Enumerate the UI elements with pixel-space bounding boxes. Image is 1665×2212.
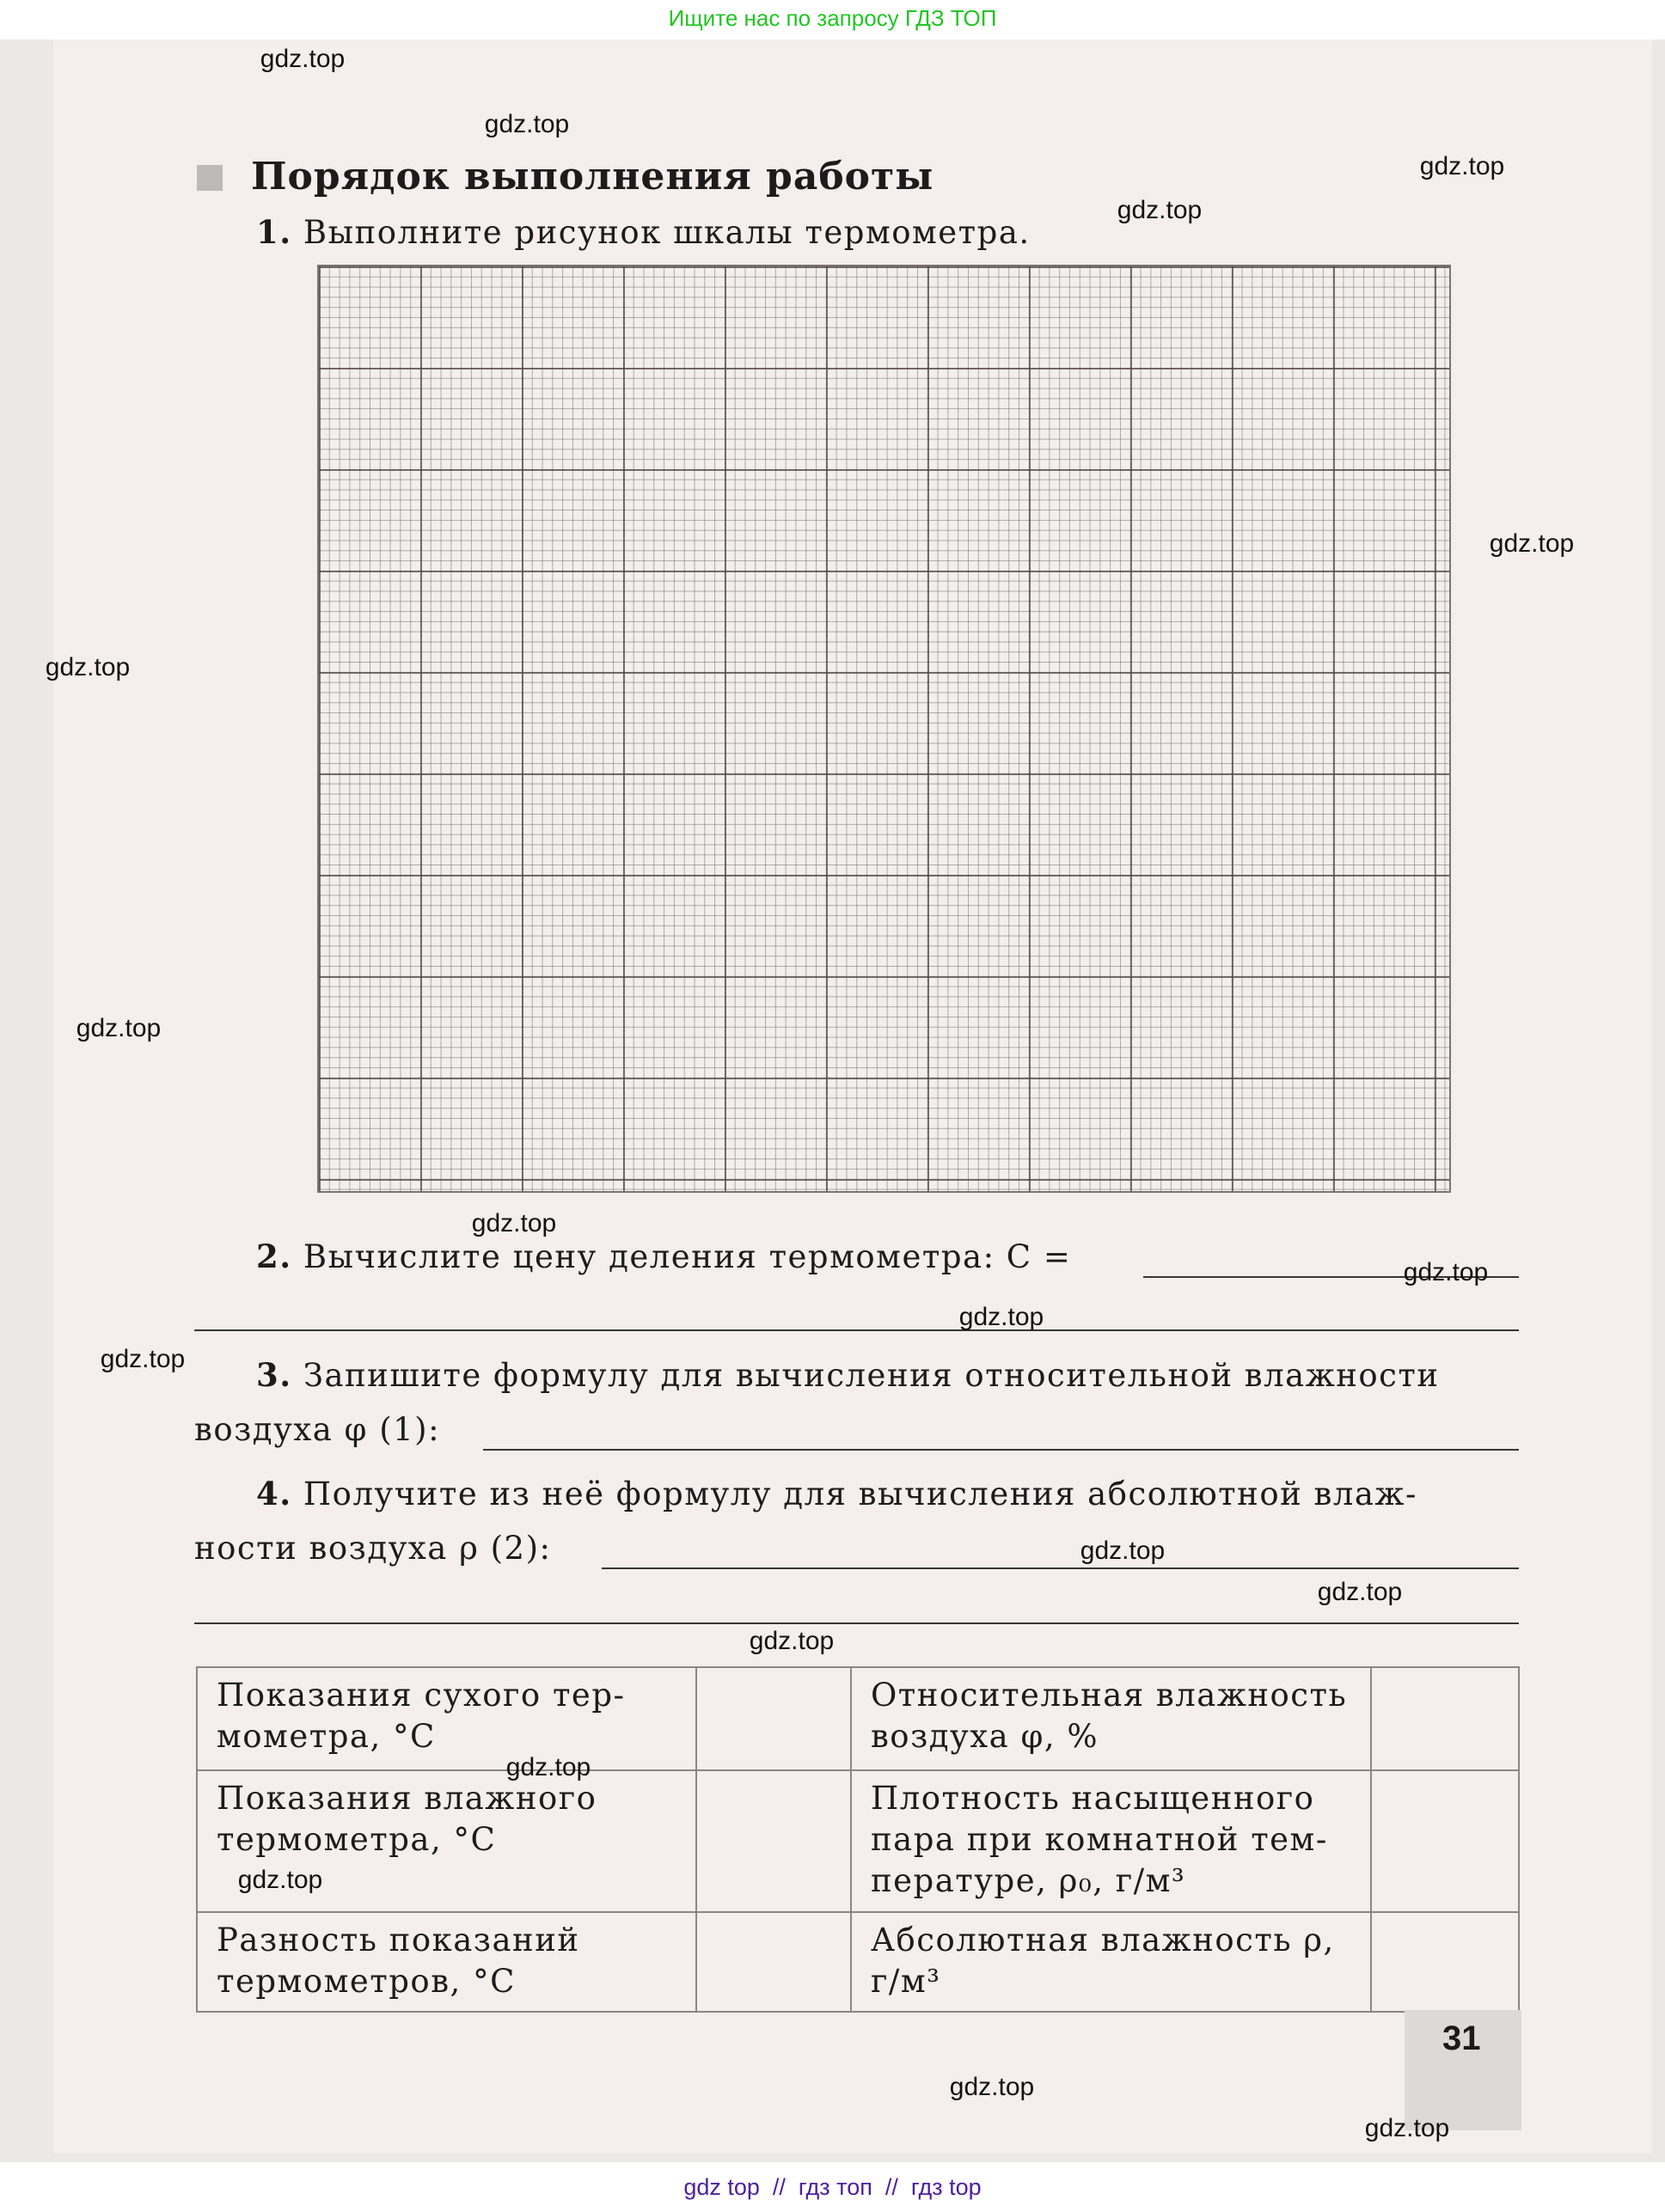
table-value-cell[interactable] xyxy=(1371,1667,1519,1770)
task-text: Выполните рисунок шкалы термометра. xyxy=(303,214,1031,251)
watermark: gdz.top xyxy=(1364,2114,1450,2142)
top-banner[interactable]: Ищите нас по запросу ГДЗ ТОП xyxy=(0,0,1665,40)
watermark: gdz.top xyxy=(237,1866,323,1894)
task-number: 1. xyxy=(256,213,292,251)
task-text: Запишите формулу для вычисления относительной влажности xyxy=(303,1357,1440,1394)
table-label: Показания влажного термометра, °C xyxy=(197,1770,696,1912)
table-value-cell[interactable] xyxy=(1371,1912,1519,2012)
answer-line xyxy=(602,1567,1519,1569)
section-marker-icon xyxy=(197,165,223,191)
table-value-cell[interactable] xyxy=(1371,1770,1519,1912)
task-number: 4. xyxy=(256,1475,292,1512)
table-label: Показания сухого тер- мометра, °C xyxy=(197,1667,696,1770)
table-label: Плотность насыщенного пара при комнатной тем- пературе, ρ₀, г/м³ xyxy=(851,1770,1371,1912)
table-label: Абсолютная влажность ρ, г/м³ xyxy=(851,1912,1371,2012)
task-text: Получите из неё формулу для вычисления абсолютной влаж- xyxy=(303,1476,1417,1512)
table-value-cell[interactable] xyxy=(696,1912,851,2012)
table-label: Относительная влажность воздуха φ, % xyxy=(851,1667,1371,1770)
graph-paper-grid xyxy=(317,265,1451,1193)
answer-line xyxy=(194,1622,1519,1624)
table-value-cell[interactable] xyxy=(696,1770,851,1912)
page-number: 31 xyxy=(1442,2020,1481,2057)
watermark: gdz.top xyxy=(484,110,570,138)
watermark: gdz.top xyxy=(1419,152,1505,180)
watermark: gdz.top xyxy=(471,1209,557,1237)
task-3 xyxy=(256,1356,1440,1394)
task-4 xyxy=(256,1475,1417,1512)
watermark: gdz.top xyxy=(505,1753,591,1781)
watermark: gdz.top xyxy=(1403,1258,1489,1286)
answer-line xyxy=(483,1449,1519,1451)
watermark: gdz.top xyxy=(749,1627,835,1655)
watermark: gdz.top xyxy=(76,1014,162,1042)
watermark: gdz.top xyxy=(100,1345,186,1373)
watermark: gdz.top xyxy=(1317,1578,1403,1606)
task-4-continued: ности воздуха ρ (2): xyxy=(194,1530,552,1567)
task-2 xyxy=(256,1237,1071,1275)
watermark: gdz.top xyxy=(1117,196,1203,224)
table-value-cell[interactable] xyxy=(696,1667,851,1770)
task-number: 3. xyxy=(256,1356,292,1394)
task-number: 2. xyxy=(256,1237,292,1275)
footer-links[interactable]: gdz top // гдз топ // гдз top xyxy=(0,2162,1665,2209)
task-1 xyxy=(256,213,1031,251)
table-row xyxy=(197,1912,1519,2012)
watermark: gdz.top xyxy=(260,45,346,73)
answer-line xyxy=(194,1329,1519,1331)
watermark: gdz.top xyxy=(958,1303,1044,1331)
table-row xyxy=(197,1770,1519,1912)
section-heading: Порядок выполнения работы xyxy=(251,155,934,199)
watermark: gdz.top xyxy=(949,2073,1035,2101)
watermark: gdz.top xyxy=(45,653,131,681)
watermark: gdz.top xyxy=(1080,1537,1166,1565)
task-3-continued: воздуха φ (1): xyxy=(194,1411,441,1448)
watermark: gdz.top xyxy=(1489,529,1575,558)
task-text: Вычислите цену деления термометра: C = xyxy=(303,1238,1072,1275)
table-label: Разность показаний термометров, °C xyxy=(197,1912,696,2012)
measurement-table xyxy=(196,1666,1520,2013)
table-row xyxy=(197,1667,1519,1770)
